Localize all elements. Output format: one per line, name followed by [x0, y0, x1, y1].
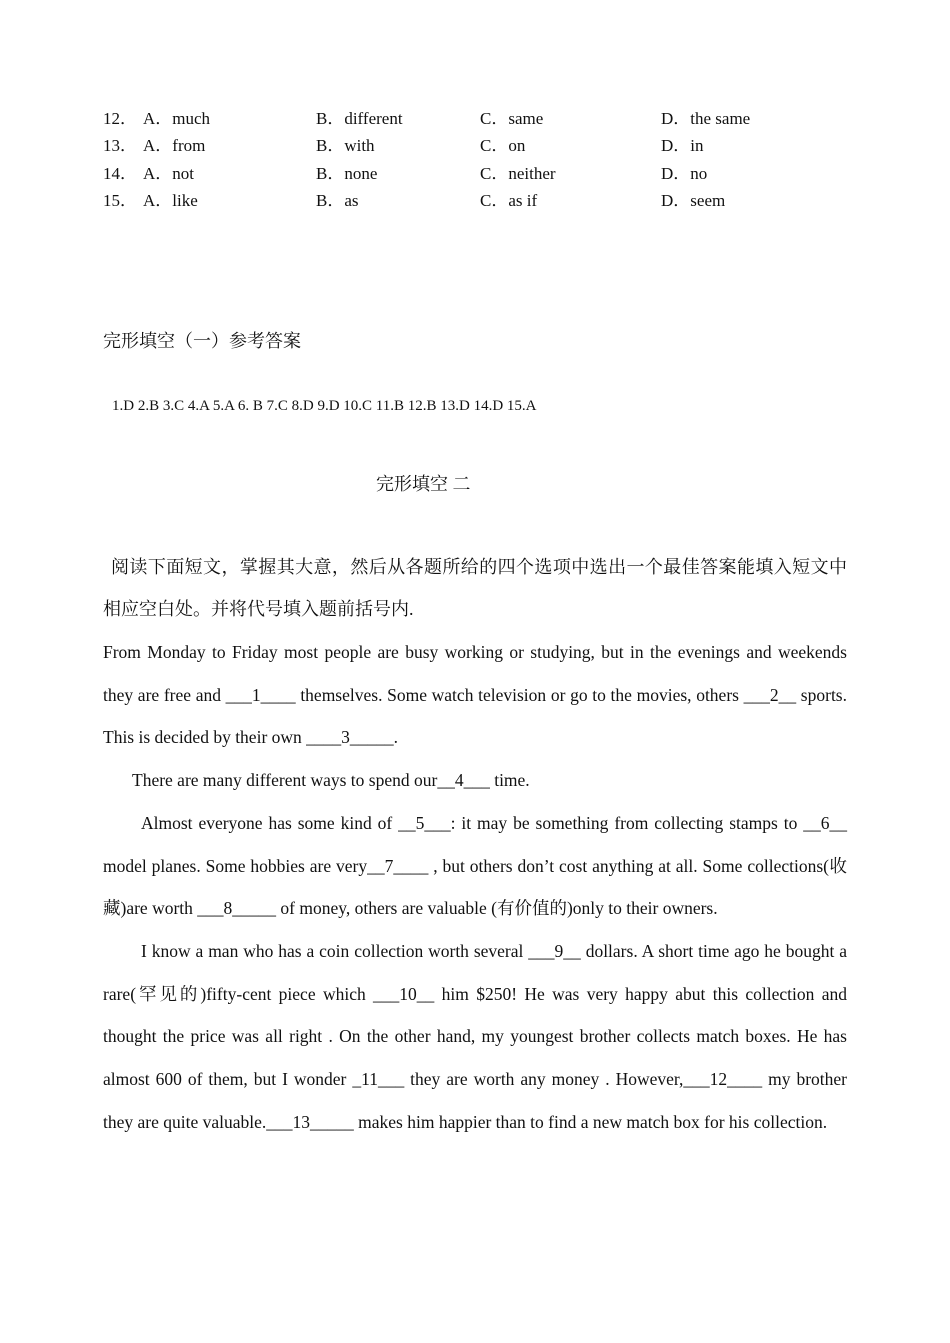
option-c: C．on [480, 136, 526, 155]
option-c: C．same [480, 109, 544, 128]
option-row-12 [0, 108, 950, 130]
option-d: D．no [661, 164, 708, 183]
answer-key: 1.D 2.B 3.C 4.A 5.A 6. B 7.C 8.D 9.D 10.C 11.B 12.B 13.D 14.D 15.A [112, 398, 537, 414]
option-d: D．seem [661, 191, 726, 210]
option-a: A．like [143, 191, 198, 210]
question-number: 14． [103, 164, 137, 183]
option-c: C．as if [480, 191, 538, 210]
passage [103, 631, 847, 1143]
paragraph: There are many different ways to spend our__4___ time. [132, 770, 530, 791]
option-b: B．as [316, 191, 359, 210]
section-title: 完形填空 二 [376, 474, 471, 494]
paragraph: Almost everyone has some kind of __5___: it may be something from collecting stamps to __6__ model planes. Some hobbies are very__7____ , but others don’t cost anything at all. Some collections(收藏)are worth ___8_____ of money, others are valuable (有价值的)only to their owners. [103, 812, 847, 919]
question-number: 15． [103, 191, 137, 210]
option-b: B．with [316, 136, 375, 155]
option-a: A．not [143, 164, 194, 183]
paragraph: I know a man who has a coin collection worth several ___9__ dollars. A short time ago he bought a rare(罕见的)fifty-cent piece which ___10__ him $250! He was very happy abut this collection and thought the price was all right . On the other hand, my youngest brother collects match boxes. He has almost 600 of them, but I wonder _11___ they are worth any money . However,___12____ my brother they are quite valuable.___13_____ makes him happier than to find a new match box for his collection. [103, 940, 847, 1132]
paragraph: From Monday to Friday most people are busy working or studying, but in the evenings and weekends they are free and ___1____ themselves. Some watch television or go to the movies, others ___2__ sports. This is decided by their own ____3_____. [103, 642, 847, 748]
option-row-13 [0, 135, 950, 157]
answer-heading: 完形填空（一）参考答案 [103, 331, 301, 351]
instructions: 阅读下面短文，掌握其大意，然后从各题所给的四个选项中选出一个最佳答案能填入短文中相应空白处。并将代号填入题前括号内. [103, 557, 847, 619]
option-c: C．neither [480, 164, 556, 183]
question-number: 13． [103, 136, 137, 155]
option-a: A．from [143, 136, 206, 155]
option-b: B．different [316, 109, 403, 128]
option-d: D．in [661, 136, 704, 155]
option-b: B．none [316, 164, 378, 183]
question-number: 12． [103, 109, 137, 128]
option-d: D．the same [661, 109, 751, 128]
option-row-14 [0, 163, 950, 185]
option-row-15 [0, 190, 950, 212]
option-a: A．much [143, 109, 211, 128]
